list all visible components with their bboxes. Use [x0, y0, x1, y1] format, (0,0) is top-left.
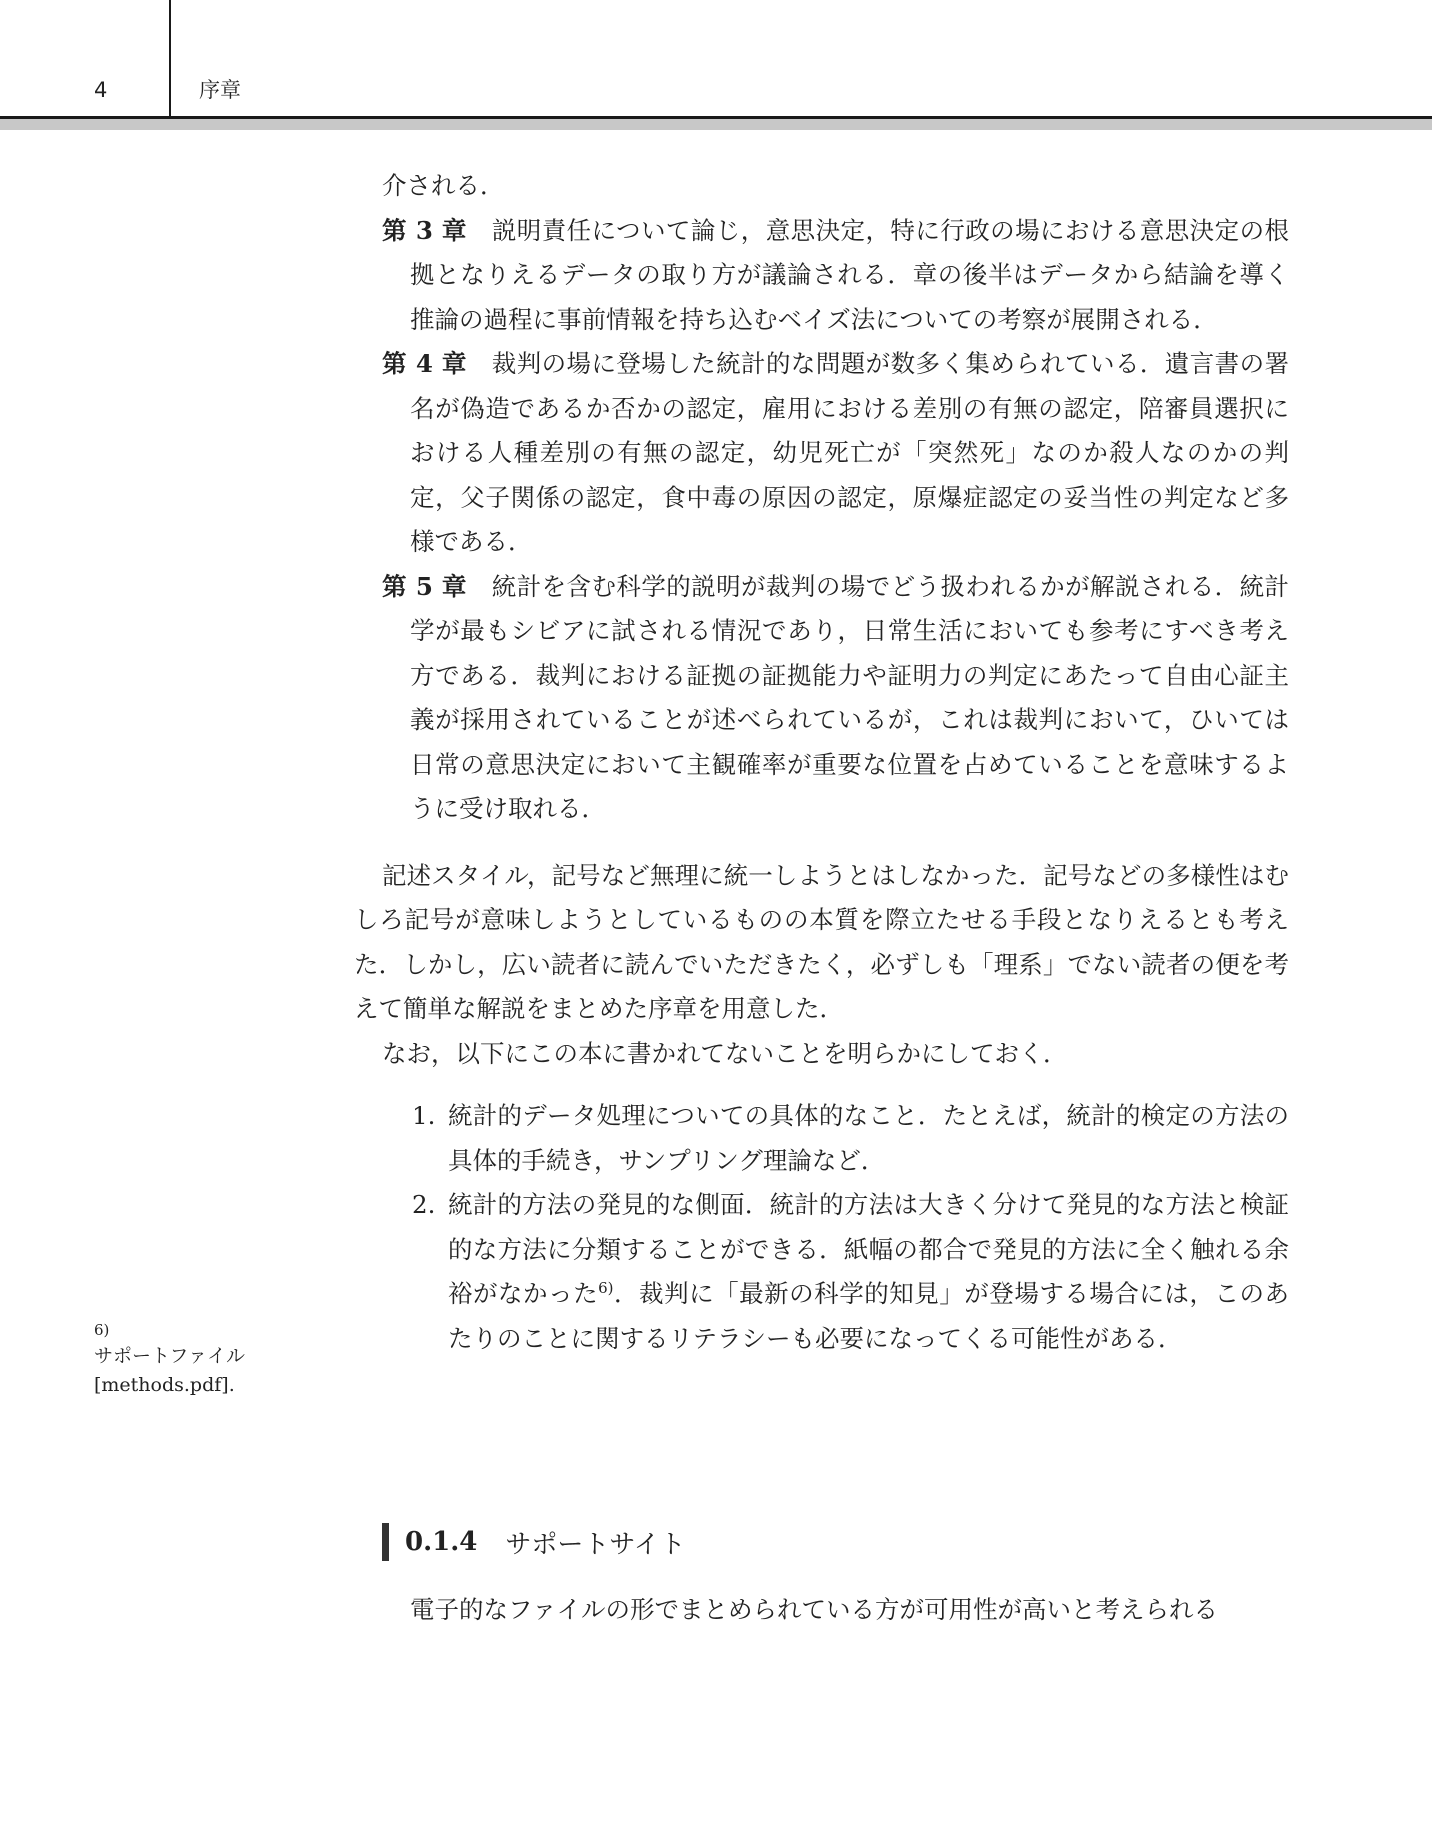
- chapter-entry-text: 裁判の場に登場した統計的な問題が数多く集められている．遺言書の署名が偽造であるか否かの認定，雇用における差別の有無の認定，陪審員選択における人種差別の有無の認定，幼児死亡が「突然死」なのか殺人なのかの判定，父子関係の認定，食中毒の原因の認定，原爆症認定の妥当性の判定など多様である．: [410, 349, 1290, 556]
- main-text: [354, 164, 1290, 1361]
- chapter-entry-4: [382, 342, 1289, 565]
- list-item-text: 統計的データ処理についての具体的なこと．たとえば，統計的検定の方法の具体的手続き，サンプリング理論など．: [448, 1101, 1289, 1175]
- footnote-reference[interactable]: 6): [598, 1278, 614, 1297]
- chapter-entry-5: [382, 565, 1289, 832]
- chapter-entry-text: 説明責任について論じ，意思決定，特に行政の場における意思決定の根拠となりえるデータの取り方が議論される．章の後半はデータから結論を導く推論の過程に事前情報を持ち込むベイズ法についての考察が展開される．: [410, 215, 1290, 334]
- chapter-label: 第 3 章: [382, 215, 467, 245]
- footnote-text: サポートファイル [methods.pdf].: [94, 1345, 246, 1396]
- chapter-label: 第 4 章: [382, 349, 467, 378]
- numbered-list: [382, 1094, 1289, 1361]
- page-number: 4: [94, 78, 108, 102]
- list-item: [382, 1183, 1289, 1361]
- list-item-text: 統計的方法の発見的な側面．統計的方法は大きく分けて発見的な方法と検証的な方法に分類することができる．紙幅の都合で発見的方法に全く触れる余裕がなかった: [448, 1190, 1289, 1308]
- section-marker-bar: [382, 1523, 389, 1561]
- chapter-label: 第 5 章: [382, 571, 467, 601]
- list-item: [382, 1094, 1289, 1183]
- chapter-entry-text: 統計を含む科学的説明が裁判の場でどう扱われるかが解説される．統計学が最もシビアに試される情況であり，日常生活においても参考にすべき考え方である．裁判における証拠の証拠能力や証明力の判定にあたって自由心証主義が採用されていることが述べられているが，これは裁判において，ひいては日常の意思決定において主観確率が重要な位置を占めていることを意味するように受け取れる．: [410, 571, 1290, 823]
- list-item-text-continued: ．裁判に「最新の科学的知見」が登場する場合には，このあたりのことに関するリテラシーも必要になってくる可能性がある．: [448, 1279, 1289, 1353]
- list-number: 1.: [412, 1101, 436, 1130]
- section-heading: [382, 1522, 686, 1562]
- header-divider-vertical: [169, 0, 171, 118]
- margin-footnote: [94, 1318, 329, 1400]
- header-shade-band: [0, 119, 1432, 130]
- chapter-entry-3: [382, 209, 1289, 343]
- chapter-entry-text: 介される．: [382, 171, 505, 200]
- page-header: [0, 0, 1432, 131]
- section-title: サポートサイト: [505, 1529, 686, 1560]
- footnote-mark: 6): [94, 1321, 110, 1339]
- section-number: 0.1.4: [405, 1527, 478, 1557]
- body-paragraph: 記述スタイル，記号など無理に統一しようとはしなかった．記号などの多様性はむしろ記号が意味しようとしているものの本質を際立たせる手段となりえるとも考えた．しかし，広い読者に読んでいただきたく，必ずしも「理系」でない読者の便を考えて簡単な解説をまとめた序章を用意した．: [354, 860, 1289, 1023]
- chapter-entry-continued: [382, 164, 1289, 209]
- body-paragraph: なお，以下にこの本に書かれてないことを明らかにしておく．: [382, 1038, 1068, 1068]
- running-title: 序章: [199, 78, 241, 102]
- section-body-paragraph: 電子的なファイルの形でまとめられている方が可用性が高いと考えられる: [410, 1595, 1219, 1624]
- list-number: 2.: [412, 1190, 436, 1219]
